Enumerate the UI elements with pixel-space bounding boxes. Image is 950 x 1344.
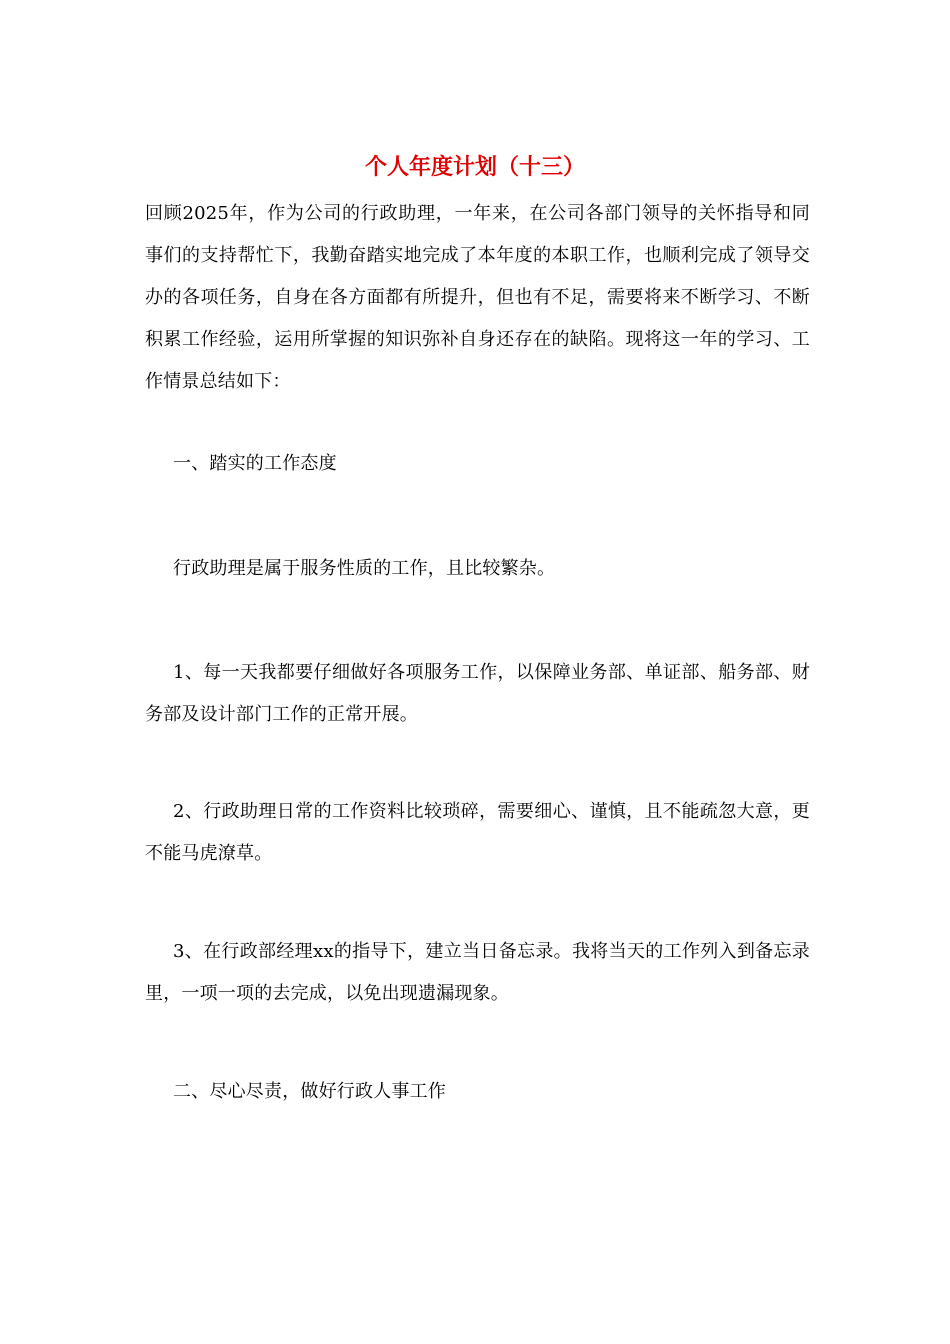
list-item-1: 1、每一天我都要仔细做好各项服务工作，以保障业务部、单证部、船务部、财务部及设计部门工作的正常开展。 [145, 662, 810, 725]
section-1-intro: 行政助理是属于服务性质的工作，且比较繁杂。 [173, 558, 556, 579]
list-item-3: 3、在行政部经理xx的指导下，建立当日备忘录。我将当天的工作列入到备忘录里，一项一项的去完成，以免出现遗漏现象。 [145, 941, 810, 1004]
section-heading-1: 一、踏实的工作态度 [173, 453, 337, 474]
section-heading-2: 二、尽心尽责，做好行政人事工作 [173, 1081, 446, 1102]
document-title: 个人年度计划（十三） [364, 154, 585, 180]
intro-paragraph: 回顾2025年，作为公司的行政助理，一年来，在公司各部门领导的关怀指导和同事们的支持帮忙下，我勤奋踏实地完成了本年度的本职工作，也顺利完成了领导交办的各项任务，自身在各方面都有所提升，但也有不足，需要将来不断学习、不断积累工作经验，运用所掌握的知识弥补自身还存在的缺陷。现将这一年的学习、工作情景总结如下： [145, 203, 810, 392]
list-item-2: 2、行政助理日常的工作资料比较琐碎，需要细心、谨慎，且不能疏忽大意，更不能马虎潦草。 [145, 801, 810, 864]
